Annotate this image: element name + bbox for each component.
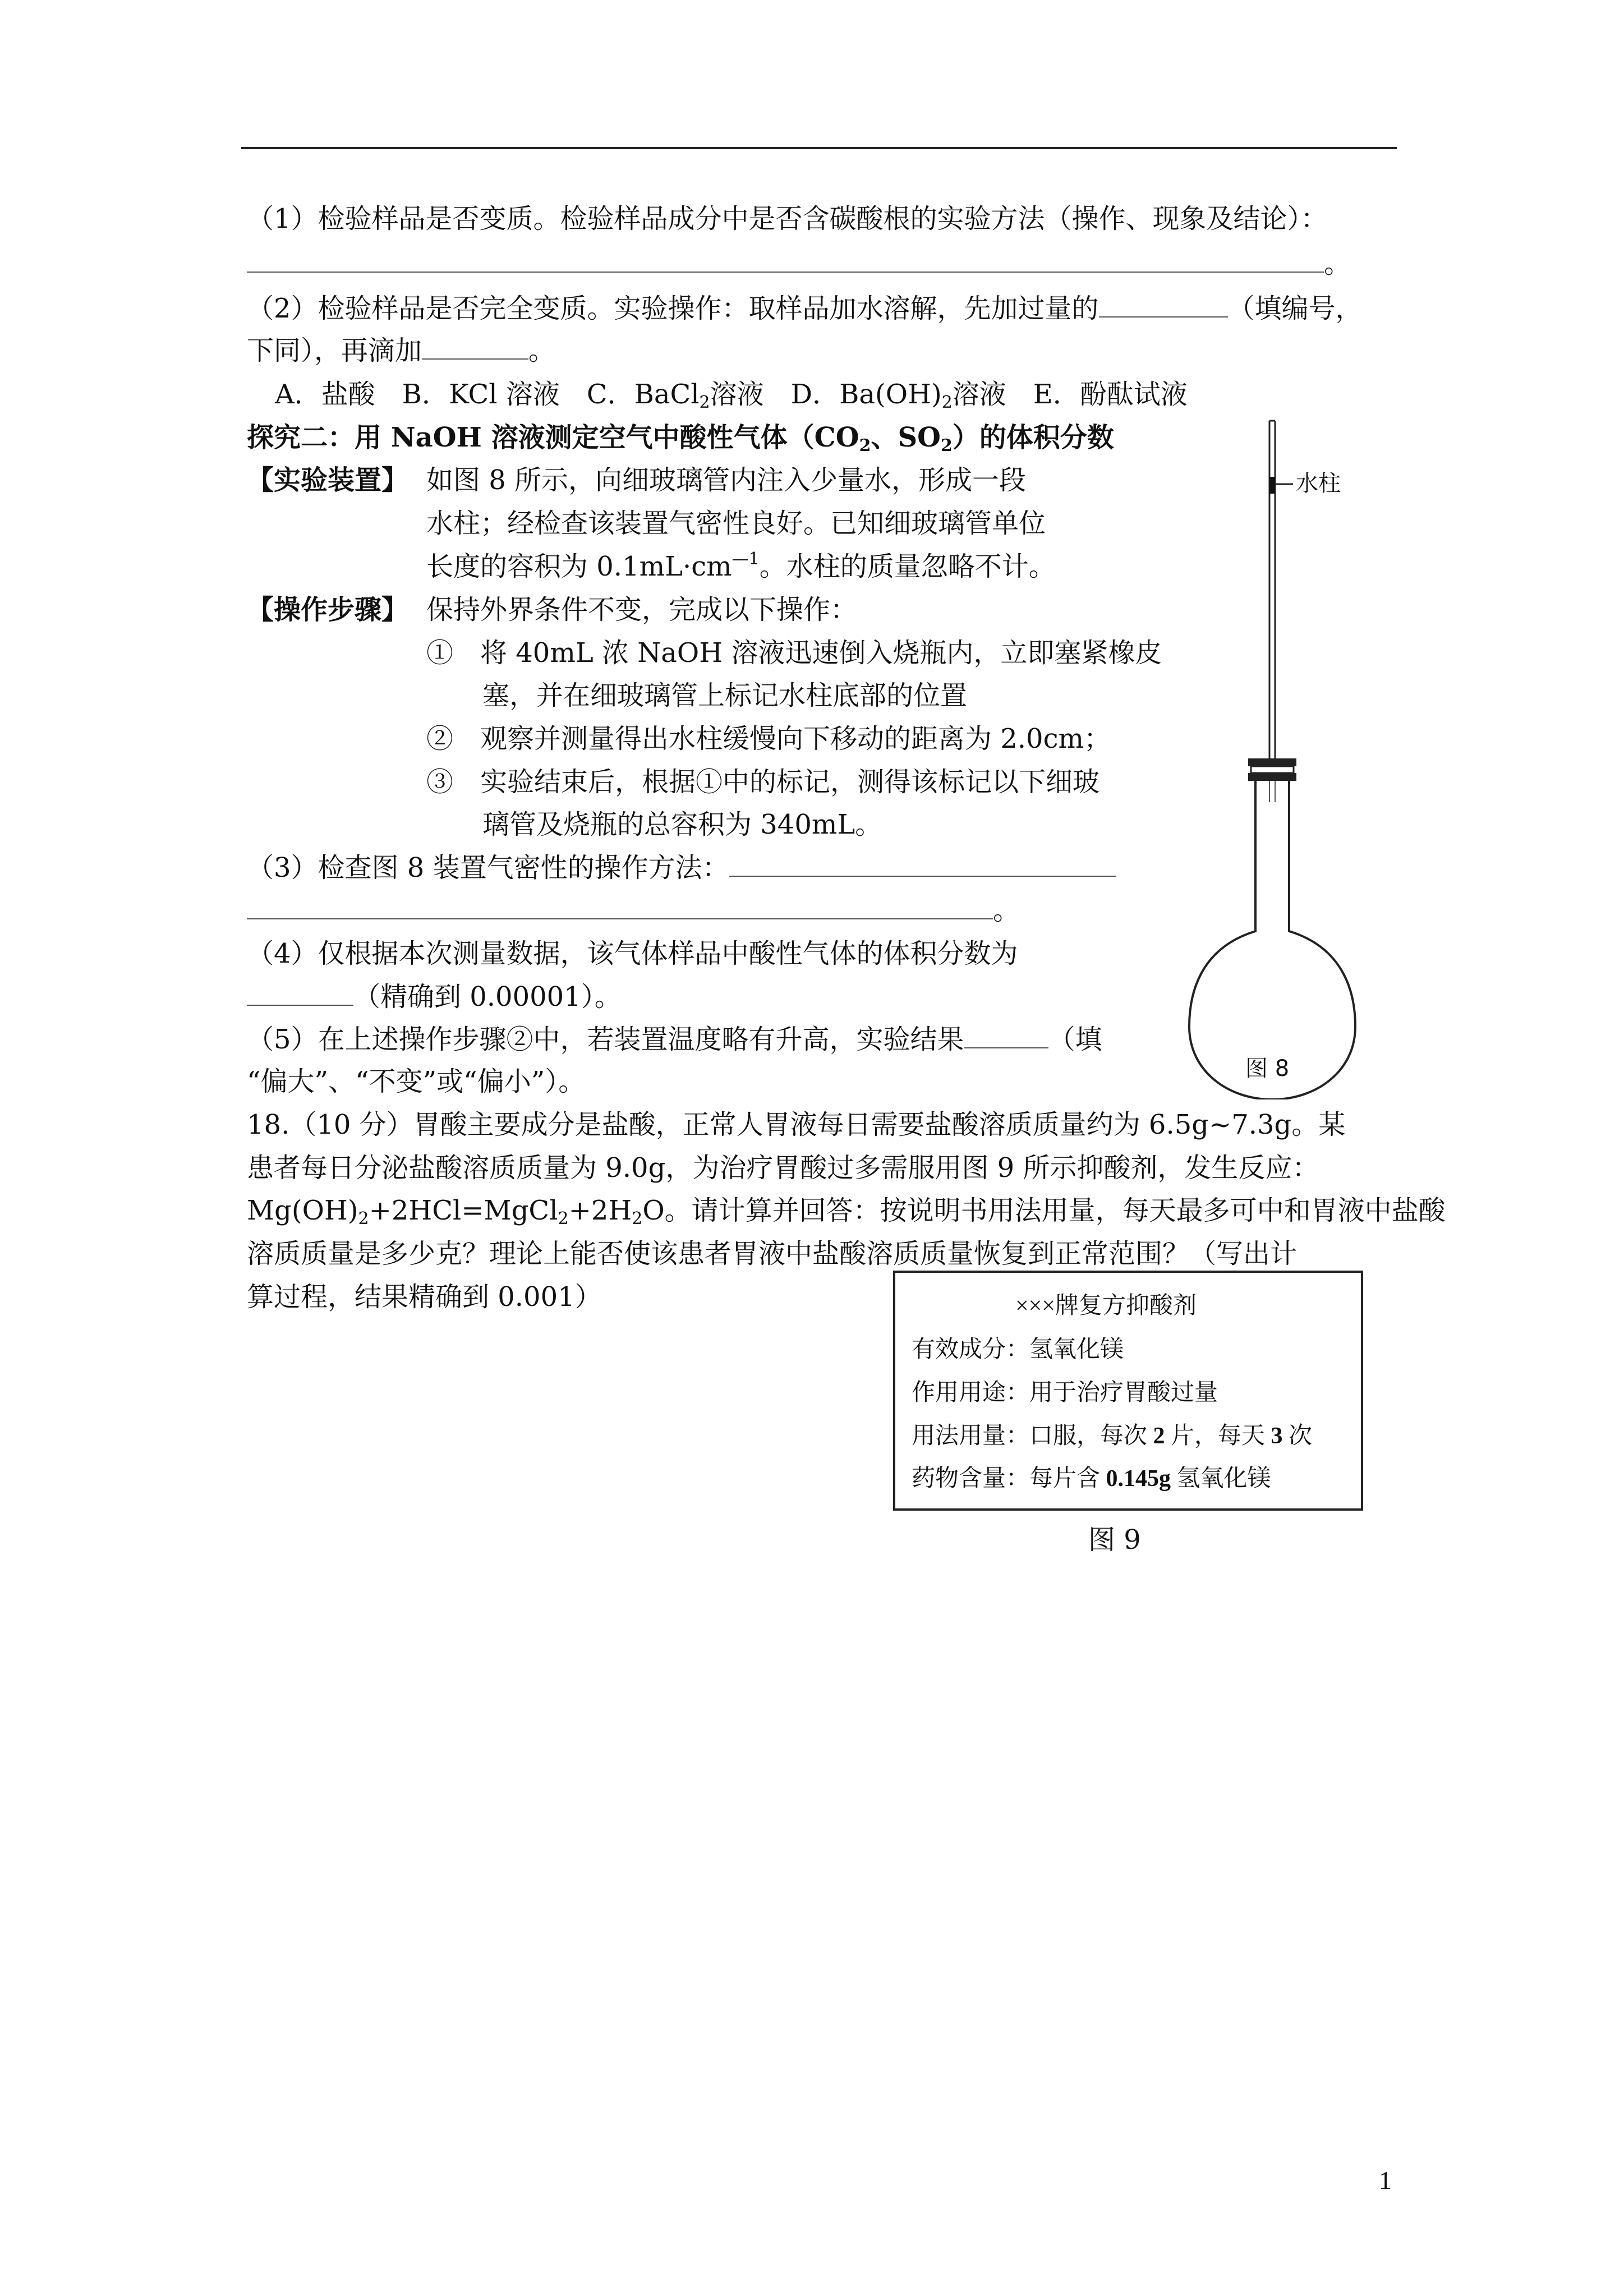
q1-end: 。 [1324, 248, 1351, 279]
q18-eq-d: O。请计算并回答：按说明书用法用量，每天最多可中和胃液中盐酸 [642, 1195, 1446, 1226]
apparatus-line3 [426, 550, 1056, 583]
header-rule [241, 147, 1397, 149]
q18-eq-sub1: 2 [358, 1209, 369, 1228]
medicine-usage: 作用用途：用于治疗胃酸过量 [912, 1380, 1218, 1406]
content-text-a: 药物含量：每片含 [912, 1466, 1106, 1492]
section-title-a: 探究二：用 NaOH 溶液测定空气中酸性气体（CO [247, 422, 859, 453]
apparatus-line3-sup: —1 [732, 549, 760, 569]
medicine-dosage [912, 1420, 1312, 1452]
q5-text: （5）在上述操作步骤②中，若装置温度略有升高，实验结果 [247, 1024, 964, 1055]
q3-text: （3）检查图 8 装置气密性的操作方法： [247, 852, 729, 884]
q18-line2: 患者每日分泌盐酸溶质质量为 9.0g，为治疗胃酸过多需服用图 9 所示抑酸剂，发生反应： [247, 1152, 1319, 1184]
q18-eq-b: +2HCl=MgCl [369, 1195, 558, 1226]
q2-line1-tail: （填编号， [1227, 293, 1363, 324]
q18-eq-a: Mg(OH) [247, 1195, 358, 1226]
q18-eq-sub2: 2 [558, 1209, 569, 1228]
section-title [247, 421, 1114, 454]
q5-tail: （填 [1048, 1024, 1102, 1055]
apparatus-line1: 如图 8 所示，向细玻璃管内注入少量水，形成一段 [426, 464, 1027, 496]
step-1a: ① 将 40mL 浓 NaOH 溶液迅速倒入烧瓶内，立即塞紧橡皮 [426, 637, 1162, 669]
q2-line2-end: 。 [528, 335, 556, 366]
dosage-text-a: 用法用量：口服，每次 [912, 1423, 1153, 1449]
step-2: ② 观察并测量得出水柱缓慢向下移动的距离为 2.0cm； [426, 723, 1111, 754]
section-title-c: ）的体积分数 [952, 422, 1114, 453]
q18-line3 [247, 1194, 1446, 1227]
water-column-label: 水柱 [1296, 471, 1341, 496]
medicine-ingredient: 有效成分：氢氧化镁 [912, 1337, 1124, 1363]
q1-answer-line [247, 247, 1351, 280]
flask-body [1189, 781, 1355, 1099]
q18-line1: 18.（10 分）胃酸主要成分是盐酸，正常人胃液每日需要盐酸溶质质量约为 6.5g~7.3g。某 [247, 1109, 1346, 1140]
step-3b: 璃管及烧瓶的总容积为 340mL。 [482, 809, 882, 840]
q18-line4: 溶质质量是多少克？理论上能否使该患者胃液中盐酸溶质质量恢复到正常范围？（写出计 [247, 1238, 1298, 1269]
stopper-band-top [1248, 758, 1296, 766]
q4-line2 [247, 980, 622, 1014]
steps-label: 【操作步骤】 [247, 594, 409, 625]
section-title-sub2: 2 [940, 436, 953, 455]
apparatus-line3-b: 。水柱的质量忽略不计。 [759, 551, 1056, 582]
apparatus-line3-a: 长度的容积为 0.1mL·cm [426, 551, 732, 582]
option-sub-2: 2 [941, 393, 953, 412]
q5-blank[interactable] [964, 1023, 1048, 1048]
step-3a: ③ 实验结束后，根据①中的标记，测得该标记以下细玻 [426, 766, 1100, 798]
q1-blank[interactable] [247, 247, 1324, 273]
q2-line1 [247, 292, 1363, 325]
q4-blank[interactable] [247, 980, 353, 1006]
page-number: 1 [1379, 2166, 1392, 2194]
dosage-text-c: 次 [1282, 1423, 1313, 1449]
apparatus-label: 【实验装置】 [247, 464, 409, 496]
q3-end: 。 [993, 895, 1020, 926]
q2-line1-text: （2）检验样品是否完全变质。实验操作：取样品加水溶解，先加过量的 [247, 293, 1099, 324]
q4-text: （4）仅根据本次测量数据，该气体样品中酸性气体的体积分数为 [247, 938, 1018, 969]
q2-options [275, 378, 1188, 411]
q3-line1 [247, 851, 1116, 885]
q5-line1 [247, 1023, 1102, 1056]
q2-blank-1[interactable] [1099, 292, 1228, 318]
option-text-b: 溶液 D．Ba(OH) [710, 379, 942, 410]
apparatus-line2: 水柱；经检查该装置气密性良好。已知细玻璃管单位 [426, 508, 1046, 539]
q3-line2 [247, 894, 1020, 927]
q2-blank-2[interactable] [422, 334, 528, 360]
section-title-sub1: 2 [859, 436, 871, 455]
step-1b: 塞，并在细玻璃管上标记水柱底部的位置 [482, 680, 968, 711]
q3-blank-2[interactable] [247, 894, 993, 919]
content-text-b: 氢氧化镁 [1171, 1466, 1271, 1492]
steps-intro: 保持外界条件不变，完成以下操作： [426, 594, 858, 625]
dosage-times: 3 [1271, 1423, 1283, 1449]
figure-8-flask-diagram [1167, 409, 1414, 1099]
medicine-title: ×××牌复方抑酸剂 [1015, 1293, 1197, 1319]
q18-line5: 算过程，结果精确到 0.001） [247, 1281, 602, 1313]
q3-blank-1[interactable] [729, 851, 1116, 877]
content-amount: 0.145g [1106, 1466, 1171, 1492]
figure-8-caption: 图 8 [1245, 1056, 1290, 1082]
q2-line2-text: 下同），再滴加 [247, 335, 422, 366]
q2-line2 [247, 334, 555, 367]
figure-9-caption: 图 9 [1088, 1524, 1141, 1556]
q5-line2: “偏大”、“不变”或“偏小”）。 [247, 1066, 586, 1097]
dosage-text-b: 片，每天 [1165, 1423, 1271, 1449]
medicine-content [912, 1463, 1271, 1494]
dosage-tablets: 2 [1153, 1423, 1165, 1449]
water-column [1269, 477, 1275, 494]
option-text-a: A．盐酸 B．KCl 溶液 C．BaCl [275, 379, 700, 410]
q1-text: （1）检验样品是否变质。检验样品成分中是否含碳酸根的实验方法（操作、现象及结论）： [247, 203, 1328, 234]
q4-tail: （精确到 0.00001）。 [353, 981, 622, 1013]
stopper-band-bottom [1248, 773, 1296, 781]
option-sub-1: 2 [699, 393, 710, 412]
q18-eq-sub3: 2 [632, 1209, 643, 1228]
option-text-c: 溶液 E．酚酞试液 [952, 379, 1188, 410]
q18-eq-c: +2H [568, 1195, 632, 1226]
section-title-b: 、SO [871, 422, 941, 453]
